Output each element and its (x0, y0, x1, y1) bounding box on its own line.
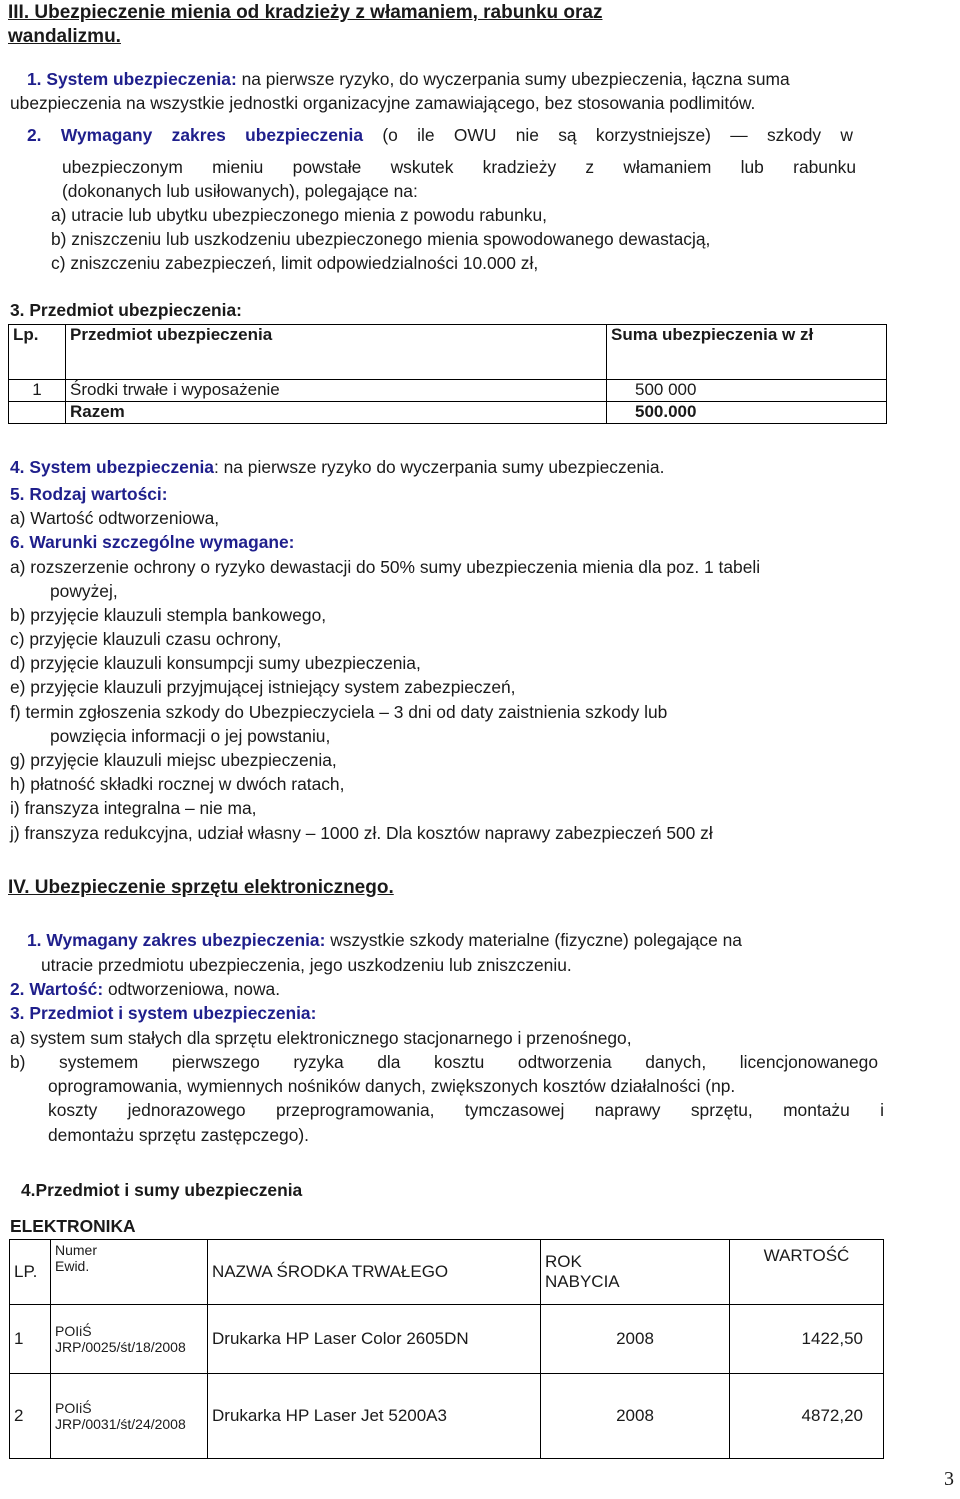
s3-p3 (10, 300, 242, 321)
s3-p2-num: 2. (27, 125, 42, 145)
section-4-heading: IV. Ubezpieczenie sprzętu elektronicznego. (8, 877, 394, 898)
table2-header-name: NAZWA ŚRODKA TRWAŁEGO (208, 1240, 541, 1305)
s3-p6-item-b: b) przyjęcie klauzuli stempla bankowego, (10, 605, 327, 625)
s3-p5-num: 5. (10, 484, 25, 504)
table2-cell-value: 1422,50 (730, 1305, 884, 1374)
table1-cell-lp (9, 402, 66, 424)
table-row (10, 1305, 884, 1374)
table-row (10, 1374, 884, 1459)
s4-p2-bold: Wartość: (29, 979, 104, 999)
s3-p6-item-f: f) termin zgłoszenia szkody do Ubezpieczyciela – 3 dni od daty zaistnienia szkody lub (10, 702, 668, 722)
table2-header-year (541, 1240, 730, 1305)
s3-p6-item-a-cont: powyżej, (50, 581, 118, 601)
s4-p2 (10, 979, 280, 1000)
s4-p3-item-b-line4: demontażu sprzętu zastępczego). (48, 1125, 310, 1145)
s4-p1-num: 1. (27, 930, 42, 950)
table2-header-year-l2: NABYCIA (545, 1272, 620, 1291)
s4-p2-text: odtworzeniowa, nowa. (107, 979, 281, 999)
s3-p2-bold: Wymagany zakres ubezpieczenia (60, 125, 364, 145)
table1-cell-sum: 500 000 (607, 380, 887, 402)
s3-p1-line2: ubezpieczenia na wszystkie jednostki organizacyjne zamawiającego, bez stosowania podlimitów. (10, 93, 756, 113)
electronics-table (9, 1239, 884, 1459)
section-3-heading-line2: wandalizmu. (8, 26, 121, 47)
s3-p6-item-h: h) płatność składki rocznej w dwóch ratach, (10, 774, 345, 794)
table2-cell-ewid-l1: POIiŚ (55, 1323, 92, 1339)
s3-p4-text: : na pierwsze ryzyko do wyczerpania sumy ubezpieczenia. (213, 457, 665, 477)
table2-header-row (10, 1240, 884, 1305)
table1-cell-subject: Środki trwałe i wyposażenie (66, 380, 607, 402)
s3-p6-num: 6. (10, 532, 25, 552)
s4-p1-bold: Wymagany zakres ubezpieczenia: (46, 930, 326, 950)
insurance-subject-table (8, 324, 887, 424)
table2-cell-ewid-l1: POIiŚ (55, 1400, 92, 1416)
table2-cell-year: 2008 (541, 1374, 730, 1459)
table-row (9, 380, 887, 402)
s3-p3-text: 3. Przedmiot ubezpieczenia: (10, 300, 242, 320)
s3-p4-bold: System ubezpieczenia (29, 457, 214, 477)
page-number: 3 (944, 1468, 954, 1490)
table2-header-numer-l2: Ewid. (55, 1258, 90, 1274)
table1-header-sum: Suma ubezpieczenia w zł (607, 325, 887, 380)
table1-cell-subject: Razem (66, 402, 607, 424)
s4-p3-item-a: a) system sum stałych dla sprzętu elektronicznego stacjonarnego i przenośnego, (10, 1028, 632, 1048)
s3-p4 (10, 457, 664, 478)
table2-cell-lp: 1 (10, 1305, 51, 1374)
table1-cell-sum: 500.000 (607, 402, 887, 424)
s4-p3 (10, 1003, 316, 1024)
table2-cell-ewid (51, 1374, 208, 1459)
s4-p3-num: 3. (10, 1003, 25, 1023)
s3-p4-num: 4. (10, 457, 25, 477)
s4-p2-num: 2. (10, 979, 25, 999)
s3-p6-item-a: a) rozszerzenie ochrony o ryzyko dewastacji do 50% sumy ubezpieczenia mienia dla poz. 1 tabeli (10, 557, 761, 577)
table2-cell-name: Drukarka HP Laser Jet 5200A3 (208, 1374, 541, 1459)
table-row (9, 402, 887, 424)
table2-cell-ewid-l2: JRP/0031/śt/24/2008 (55, 1416, 186, 1432)
s4-p3-item-b-line1: b) systemem pierwszego ryzyka dla kosztu odtworzenia danych, licencjonowanego (10, 1052, 878, 1072)
s3-p2-item-a: a) utracie lub ubytku ubezpieczonego mienia z powodu rabunku, (51, 205, 547, 225)
table1-header-subject: Przedmiot ubezpieczenia (66, 325, 607, 380)
s3-p5-bold: Rodzaj wartości: (29, 484, 168, 504)
s3-p6-item-j: j) franszyza redukcyjna, udział własny – 1000 zł. Dla kosztów naprawy zabezpieczeń 500 zł (10, 823, 713, 843)
table1-header-lp: Lp. (9, 325, 66, 380)
table2-cell-name: Drukarka HP Laser Color 2605DN (208, 1305, 541, 1374)
s3-p2-text: (o ile OWU nie są korzystniejsze) — szkody w (382, 125, 853, 145)
table2-cell-lp: 2 (10, 1374, 51, 1459)
section-3-heading-line1: III. Ubezpieczenie mienia od kradzieży z włamaniem, rabunku oraz (8, 2, 603, 23)
table2-header-numer-l1: Numer (55, 1242, 98, 1258)
s3-p6-bold: Warunki szczególne wymagane: (29, 532, 295, 552)
s3-p2-item-b: b) zniszczeniu lub uszkodzeniu ubezpieczonego mienia spowodowanego dewastacją, (51, 229, 711, 249)
s3-p1-num: 1. (27, 69, 42, 89)
table2-cell-ewid (51, 1305, 208, 1374)
table2-cell-value: 4872,20 (730, 1374, 884, 1459)
s3-p2-line2: ubezpieczonym mieniu powstałe wskutek kradzieży z włamaniem lub rabunku (62, 157, 856, 177)
s3-p5-item: a) Wartość odtworzeniowa, (10, 508, 220, 528)
s4-p1-text: wszystkie szkody materialne (fizyczne) polegające na (330, 930, 742, 950)
s4-p4: 4.Przedmiot i sumy ubezpieczenia (21, 1180, 303, 1200)
s3-p6-item-c: c) przyjęcie klauzuli czasu ochrony, (10, 629, 282, 649)
s3-p6-item-d: d) przyjęcie klauzuli konsumpcji sumy ubezpieczenia, (10, 653, 421, 673)
s4-p3-item-b-line3: koszty jednorazowego przeprogramowania, tymczasowej naprawy sprzętu, montażu i (48, 1100, 884, 1120)
s4-p3-bold: Przedmiot i system ubezpieczenia: (29, 1003, 317, 1023)
table2-header-value: WARTOŚĆ (730, 1240, 884, 1305)
s4-p1-line2: utracie przedmiotu ubezpieczenia, jego uszkodzeniu lub zniszczeniu. (41, 955, 572, 975)
s4-p1-line1 (27, 930, 742, 951)
s3-p2-item-c: c) zniszczeniu zabezpieczeń, limit odpowiedzialności 10.000 zł, (51, 253, 539, 273)
s3-p1-text: na pierwsze ryzyko, do wyczerpania sumy ubezpieczenia, łączna suma (241, 69, 790, 89)
table1-cell-lp: 1 (9, 380, 66, 402)
s3-p2-line3: (dokonanych lub usiłowanych), polegające na: (62, 181, 418, 201)
electronics-table-title: ELEKTRONIKA (10, 1216, 136, 1236)
s3-p6-item-g: g) przyjęcie klauzuli miejsc ubezpieczenia, (10, 750, 337, 770)
table2-header-lp: LP. (10, 1240, 51, 1305)
s3-p6-item-e: e) przyjęcie klauzuli przyjmującej istniejący system zabezpieczeń, (10, 677, 516, 697)
table2-cell-ewid-l2: JRP/0025/śt/18/2008 (55, 1339, 186, 1355)
s3-p1-line1 (27, 69, 790, 90)
s3-p5 (10, 484, 168, 505)
s3-p6 (10, 532, 294, 553)
s3-p2-line1 (27, 125, 853, 146)
table1-header-row (9, 325, 887, 380)
table2-header-numer (51, 1240, 208, 1305)
s3-p6-item-i: i) franszyza integralna – nie ma, (10, 798, 257, 818)
s3-p1-bold: System ubezpieczenia: (46, 69, 237, 89)
s4-p3-item-b-line2: oprogramowania, wymiennych nośników danych, zwiększonych kosztów działalności (np. (48, 1076, 736, 1096)
s3-p6-item-f-cont: powzięcia informacji o jej powstaniu, (50, 726, 331, 746)
table2-header-year-l1: ROK (545, 1252, 582, 1271)
table2-cell-year: 2008 (541, 1305, 730, 1374)
